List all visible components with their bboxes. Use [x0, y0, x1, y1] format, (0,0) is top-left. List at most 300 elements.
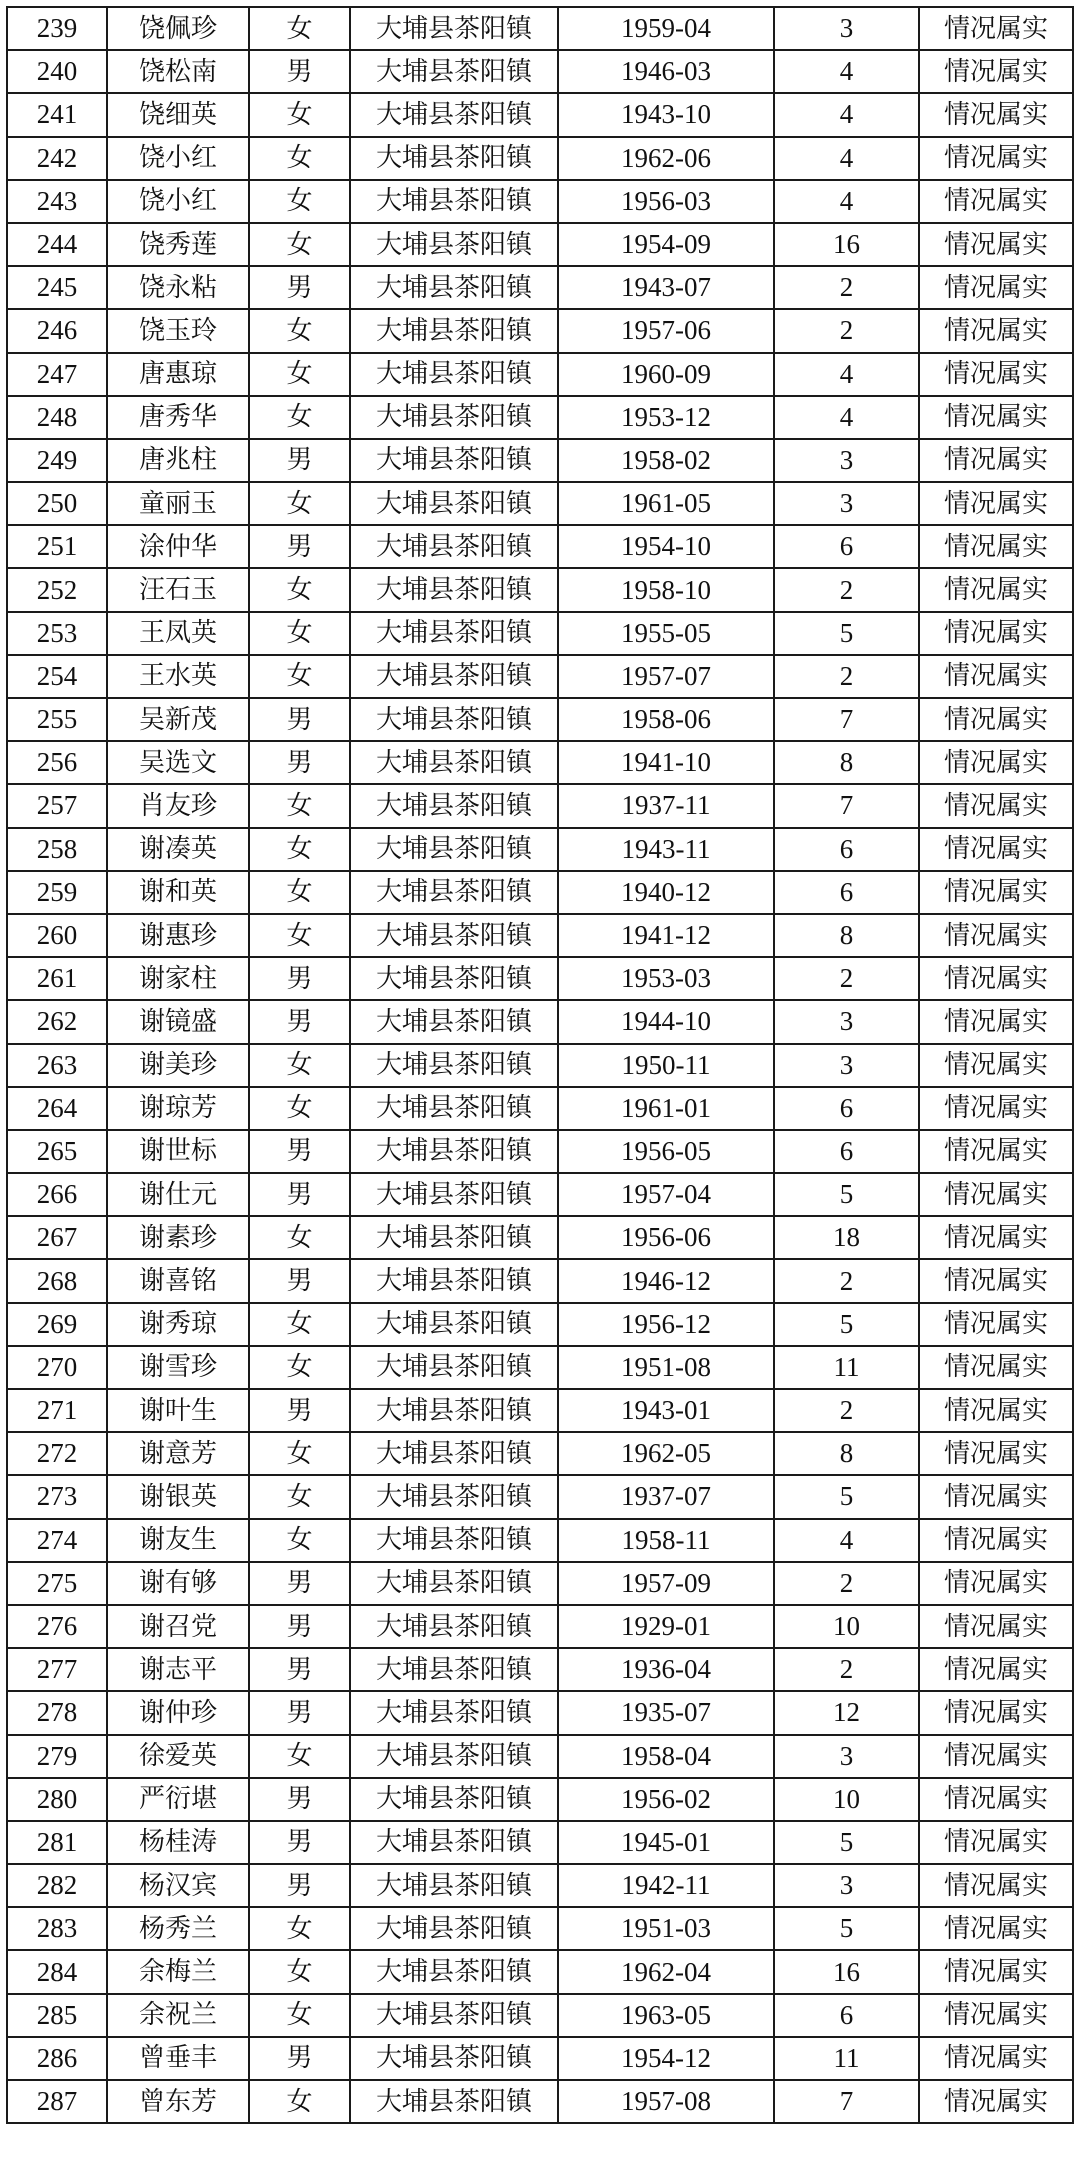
count-cell: 2 [774, 568, 919, 611]
address-cell: 大埔县茶阳镇 [350, 655, 558, 698]
status-cell: 情况属实 [919, 482, 1073, 525]
birth-date-cell: 1956-05 [558, 1130, 774, 1173]
status-cell: 情况属实 [919, 266, 1073, 309]
address-cell: 大埔县茶阳镇 [350, 1087, 558, 1130]
address-cell: 大埔县茶阳镇 [350, 914, 558, 957]
table-row [7, 2037, 1073, 2080]
row-number-cell: 253 [7, 612, 107, 655]
row-number-cell: 286 [7, 2037, 107, 2080]
status-cell: 情况属实 [919, 655, 1073, 698]
address-cell: 大埔县茶阳镇 [350, 1691, 558, 1734]
gender-cell: 女 [249, 223, 350, 266]
birth-date-cell: 1951-08 [558, 1346, 774, 1389]
count-cell: 3 [774, 1044, 919, 1087]
table-row [7, 1950, 1073, 1993]
address-cell: 大埔县茶阳镇 [350, 1778, 558, 1821]
row-number-cell: 284 [7, 1950, 107, 1993]
birth-date-cell: 1961-01 [558, 1087, 774, 1130]
row-number-cell: 249 [7, 439, 107, 482]
gender-cell: 女 [249, 784, 350, 827]
name-cell: 饶佩珍 [107, 7, 249, 50]
table-row [7, 612, 1073, 655]
count-cell: 11 [774, 2037, 919, 2080]
name-cell: 谢银英 [107, 1475, 249, 1518]
status-cell: 情况属实 [919, 50, 1073, 93]
status-cell: 情况属实 [919, 698, 1073, 741]
row-number-cell: 265 [7, 1130, 107, 1173]
address-cell: 大埔县茶阳镇 [350, 309, 558, 352]
row-number-cell: 242 [7, 137, 107, 180]
row-number-cell: 247 [7, 353, 107, 396]
name-cell: 谢美珍 [107, 1044, 249, 1087]
address-cell: 大埔县茶阳镇 [350, 1605, 558, 1648]
count-cell: 4 [774, 353, 919, 396]
table-row [7, 482, 1073, 525]
address-cell: 大埔县茶阳镇 [350, 50, 558, 93]
address-cell: 大埔县茶阳镇 [350, 1259, 558, 1302]
address-cell: 大埔县茶阳镇 [350, 1821, 558, 1864]
birth-date-cell: 1935-07 [558, 1691, 774, 1734]
address-cell: 大埔县茶阳镇 [350, 1432, 558, 1475]
birth-date-cell: 1950-11 [558, 1044, 774, 1087]
address-cell: 大埔县茶阳镇 [350, 784, 558, 827]
count-cell: 7 [774, 698, 919, 741]
count-cell: 4 [774, 1519, 919, 1562]
row-number-cell: 251 [7, 525, 107, 568]
birth-date-cell: 1962-05 [558, 1432, 774, 1475]
status-cell: 情况属实 [919, 1950, 1073, 1993]
table-row [7, 439, 1073, 482]
birth-date-cell: 1943-10 [558, 93, 774, 136]
count-cell: 2 [774, 266, 919, 309]
status-cell: 情况属实 [919, 1691, 1073, 1734]
gender-cell: 男 [249, 266, 350, 309]
name-cell: 唐秀华 [107, 396, 249, 439]
address-cell: 大埔县茶阳镇 [350, 1000, 558, 1043]
name-cell: 杨桂涛 [107, 1821, 249, 1864]
count-cell: 8 [774, 741, 919, 784]
address-cell: 大埔县茶阳镇 [350, 741, 558, 784]
address-cell: 大埔县茶阳镇 [350, 137, 558, 180]
name-cell: 谢叶生 [107, 1389, 249, 1432]
count-cell: 16 [774, 223, 919, 266]
count-cell: 5 [774, 1173, 919, 1216]
birth-date-cell: 1957-04 [558, 1173, 774, 1216]
status-cell: 情况属实 [919, 1864, 1073, 1907]
birth-date-cell: 1962-06 [558, 137, 774, 180]
gender-cell: 女 [249, 1087, 350, 1130]
address-cell: 大埔县茶阳镇 [350, 871, 558, 914]
name-cell: 吴选文 [107, 741, 249, 784]
birth-date-cell: 1951-03 [558, 1907, 774, 1950]
gender-cell: 女 [249, 2080, 350, 2123]
birth-date-cell: 1953-03 [558, 957, 774, 1000]
table-row [7, 1044, 1073, 1087]
table-row [7, 353, 1073, 396]
gender-cell: 男 [249, 957, 350, 1000]
gender-cell: 女 [249, 1044, 350, 1087]
birth-date-cell: 1941-12 [558, 914, 774, 957]
gender-cell: 男 [249, 2037, 350, 2080]
name-cell: 徐爱英 [107, 1735, 249, 1778]
address-cell: 大埔县茶阳镇 [350, 93, 558, 136]
address-cell: 大埔县茶阳镇 [350, 439, 558, 482]
status-cell: 情况属实 [919, 439, 1073, 482]
name-cell: 杨汉宾 [107, 1864, 249, 1907]
table-row [7, 1864, 1073, 1907]
row-number-cell: 275 [7, 1562, 107, 1605]
row-number-cell: 257 [7, 784, 107, 827]
table-row [7, 1000, 1073, 1043]
address-cell: 大埔县茶阳镇 [350, 7, 558, 50]
status-cell: 情况属实 [919, 7, 1073, 50]
count-cell: 8 [774, 1432, 919, 1475]
gender-cell: 男 [249, 525, 350, 568]
count-cell: 6 [774, 1130, 919, 1173]
status-cell: 情况属实 [919, 1044, 1073, 1087]
gender-cell: 女 [249, 1994, 350, 2037]
address-cell: 大埔县茶阳镇 [350, 2080, 558, 2123]
name-cell: 唐惠琼 [107, 353, 249, 396]
row-number-cell: 269 [7, 1303, 107, 1346]
status-cell: 情况属实 [919, 1821, 1073, 1864]
table-row [7, 93, 1073, 136]
count-cell: 2 [774, 957, 919, 1000]
name-cell: 谢仲珍 [107, 1691, 249, 1734]
count-cell: 4 [774, 137, 919, 180]
count-cell: 3 [774, 482, 919, 525]
name-cell: 谢素珍 [107, 1216, 249, 1259]
gender-cell: 女 [249, 7, 350, 50]
gender-cell: 女 [249, 655, 350, 698]
row-number-cell: 281 [7, 1821, 107, 1864]
name-cell: 谢和英 [107, 871, 249, 914]
row-number-cell: 256 [7, 741, 107, 784]
status-cell: 情况属实 [919, 137, 1073, 180]
name-cell: 肖友珍 [107, 784, 249, 827]
name-cell: 饶小红 [107, 180, 249, 223]
table-row [7, 828, 1073, 871]
table-row [7, 1216, 1073, 1259]
name-cell: 涂仲华 [107, 525, 249, 568]
row-number-cell: 271 [7, 1389, 107, 1432]
birth-date-cell: 1937-11 [558, 784, 774, 827]
count-cell: 3 [774, 1735, 919, 1778]
name-cell: 谢惠珍 [107, 914, 249, 957]
name-cell: 吴新茂 [107, 698, 249, 741]
birth-date-cell: 1958-10 [558, 568, 774, 611]
birth-date-cell: 1944-10 [558, 1000, 774, 1043]
count-cell: 2 [774, 1562, 919, 1605]
birth-date-cell: 1941-10 [558, 741, 774, 784]
row-number-cell: 263 [7, 1044, 107, 1087]
count-cell: 5 [774, 612, 919, 655]
name-cell: 谢雪珍 [107, 1346, 249, 1389]
status-cell: 情况属实 [919, 1087, 1073, 1130]
table-row [7, 914, 1073, 957]
count-cell: 2 [774, 1648, 919, 1691]
address-cell: 大埔县茶阳镇 [350, 223, 558, 266]
count-cell: 4 [774, 396, 919, 439]
row-number-cell: 246 [7, 309, 107, 352]
address-cell: 大埔县茶阳镇 [350, 1735, 558, 1778]
status-cell: 情况属实 [919, 871, 1073, 914]
status-cell: 情况属实 [919, 957, 1073, 1000]
row-number-cell: 260 [7, 914, 107, 957]
count-cell: 18 [774, 1216, 919, 1259]
gender-cell: 女 [249, 1346, 350, 1389]
name-cell: 饶松南 [107, 50, 249, 93]
name-cell: 曾垂丰 [107, 2037, 249, 2080]
table-row [7, 568, 1073, 611]
gender-cell: 男 [249, 1864, 350, 1907]
row-number-cell: 244 [7, 223, 107, 266]
status-cell: 情况属实 [919, 1648, 1073, 1691]
status-cell: 情况属实 [919, 1303, 1073, 1346]
address-cell: 大埔县茶阳镇 [350, 1864, 558, 1907]
address-cell: 大埔县茶阳镇 [350, 1648, 558, 1691]
table-row [7, 1432, 1073, 1475]
status-cell: 情况属实 [919, 1735, 1073, 1778]
birth-date-cell: 1954-12 [558, 2037, 774, 2080]
address-cell: 大埔县茶阳镇 [350, 957, 558, 1000]
name-cell: 王水英 [107, 655, 249, 698]
address-cell: 大埔县茶阳镇 [350, 1216, 558, 1259]
gender-cell: 男 [249, 1173, 350, 1216]
count-cell: 5 [774, 1821, 919, 1864]
status-cell: 情况属实 [919, 741, 1073, 784]
table-row [7, 655, 1073, 698]
row-number-cell: 282 [7, 1864, 107, 1907]
address-cell: 大埔县茶阳镇 [350, 1519, 558, 1562]
birth-date-cell: 1956-03 [558, 180, 774, 223]
birth-date-cell: 1946-12 [558, 1259, 774, 1302]
address-cell: 大埔县茶阳镇 [350, 1173, 558, 1216]
gender-cell: 女 [249, 180, 350, 223]
birth-date-cell: 1958-02 [558, 439, 774, 482]
count-cell: 4 [774, 50, 919, 93]
status-cell: 情况属实 [919, 353, 1073, 396]
gender-cell: 女 [249, 871, 350, 914]
gender-cell: 女 [249, 93, 350, 136]
table-row [7, 1475, 1073, 1518]
gender-cell: 男 [249, 741, 350, 784]
birth-date-cell: 1937-07 [558, 1475, 774, 1518]
name-cell: 谢志平 [107, 1648, 249, 1691]
birth-date-cell: 1959-04 [558, 7, 774, 50]
name-cell: 饶细英 [107, 93, 249, 136]
status-cell: 情况属实 [919, 396, 1073, 439]
row-number-cell: 277 [7, 1648, 107, 1691]
table-row [7, 784, 1073, 827]
count-cell: 5 [774, 1303, 919, 1346]
status-cell: 情况属实 [919, 309, 1073, 352]
gender-cell: 女 [249, 1519, 350, 1562]
name-cell: 唐兆柱 [107, 439, 249, 482]
row-number-cell: 258 [7, 828, 107, 871]
address-cell: 大埔县茶阳镇 [350, 525, 558, 568]
row-number-cell: 285 [7, 1994, 107, 2037]
row-number-cell: 264 [7, 1087, 107, 1130]
address-cell: 大埔县茶阳镇 [350, 266, 558, 309]
table-row [7, 1130, 1073, 1173]
count-cell: 16 [774, 1950, 919, 1993]
birth-date-cell: 1962-04 [558, 1950, 774, 1993]
gender-cell: 男 [249, 1778, 350, 1821]
status-cell: 情况属实 [919, 1130, 1073, 1173]
row-number-cell: 270 [7, 1346, 107, 1389]
status-cell: 情况属实 [919, 2037, 1073, 2080]
count-cell: 3 [774, 1000, 919, 1043]
table-row [7, 1087, 1073, 1130]
row-number-cell: 272 [7, 1432, 107, 1475]
table-row [7, 50, 1073, 93]
name-cell: 童丽玉 [107, 482, 249, 525]
count-cell: 5 [774, 1475, 919, 1518]
status-cell: 情况属实 [919, 1994, 1073, 2037]
row-number-cell: 268 [7, 1259, 107, 1302]
name-cell: 杨秀兰 [107, 1907, 249, 1950]
table-row [7, 1173, 1073, 1216]
roster-table-body [7, 7, 1073, 2123]
name-cell: 谢仕元 [107, 1173, 249, 1216]
count-cell: 2 [774, 1389, 919, 1432]
table-row [7, 1907, 1073, 1950]
status-cell: 情况属实 [919, 1778, 1073, 1821]
gender-cell: 男 [249, 698, 350, 741]
table-row [7, 223, 1073, 266]
gender-cell: 男 [249, 1605, 350, 1648]
name-cell: 谢友生 [107, 1519, 249, 1562]
gender-cell: 女 [249, 1303, 350, 1346]
count-cell: 6 [774, 1994, 919, 2037]
table-row [7, 266, 1073, 309]
status-cell: 情况属实 [919, 612, 1073, 655]
status-cell: 情况属实 [919, 1000, 1073, 1043]
status-cell: 情况属实 [919, 1907, 1073, 1950]
gender-cell: 男 [249, 50, 350, 93]
row-number-cell: 259 [7, 871, 107, 914]
status-cell: 情况属实 [919, 1173, 1073, 1216]
gender-cell: 女 [249, 1432, 350, 1475]
row-number-cell: 266 [7, 1173, 107, 1216]
table-row [7, 7, 1073, 50]
gender-cell: 男 [249, 1691, 350, 1734]
name-cell: 严衍堪 [107, 1778, 249, 1821]
address-cell: 大埔县茶阳镇 [350, 1562, 558, 1605]
birth-date-cell: 1954-10 [558, 525, 774, 568]
name-cell: 饶永粘 [107, 266, 249, 309]
gender-cell: 男 [249, 1389, 350, 1432]
address-cell: 大埔县茶阳镇 [350, 2037, 558, 2080]
gender-cell: 男 [249, 439, 350, 482]
address-cell: 大埔县茶阳镇 [350, 1994, 558, 2037]
address-cell: 大埔县茶阳镇 [350, 1907, 558, 1950]
status-cell: 情况属实 [919, 1605, 1073, 1648]
table-row [7, 1389, 1073, 1432]
row-number-cell: 241 [7, 93, 107, 136]
status-cell: 情况属实 [919, 784, 1073, 827]
birth-date-cell: 1943-01 [558, 1389, 774, 1432]
status-cell: 情况属实 [919, 1259, 1073, 1302]
table-row [7, 1346, 1073, 1389]
gender-cell: 男 [249, 1821, 350, 1864]
row-number-cell: 262 [7, 1000, 107, 1043]
gender-cell: 女 [249, 1950, 350, 1993]
address-cell: 大埔县茶阳镇 [350, 1346, 558, 1389]
row-number-cell: 261 [7, 957, 107, 1000]
row-number-cell: 278 [7, 1691, 107, 1734]
name-cell: 汪石玉 [107, 568, 249, 611]
gender-cell: 女 [249, 914, 350, 957]
birth-date-cell: 1956-12 [558, 1303, 774, 1346]
table-row [7, 1259, 1073, 1302]
birth-date-cell: 1958-11 [558, 1519, 774, 1562]
address-cell: 大埔县茶阳镇 [350, 698, 558, 741]
birth-date-cell: 1954-09 [558, 223, 774, 266]
row-number-cell: 240 [7, 50, 107, 93]
birth-date-cell: 1957-09 [558, 1562, 774, 1605]
status-cell: 情况属实 [919, 1346, 1073, 1389]
birth-date-cell: 1929-01 [558, 1605, 774, 1648]
table-row [7, 137, 1073, 180]
birth-date-cell: 1936-04 [558, 1648, 774, 1691]
table-row [7, 1994, 1073, 2037]
status-cell: 情况属实 [919, 1389, 1073, 1432]
status-cell: 情况属实 [919, 1475, 1073, 1518]
name-cell: 谢琼芳 [107, 1087, 249, 1130]
count-cell: 6 [774, 525, 919, 568]
table-row [7, 1303, 1073, 1346]
name-cell: 余祝兰 [107, 1994, 249, 2037]
address-cell: 大埔县茶阳镇 [350, 1130, 558, 1173]
status-cell: 情况属实 [919, 2080, 1073, 2123]
row-number-cell: 248 [7, 396, 107, 439]
birth-date-cell: 1953-12 [558, 396, 774, 439]
table-row [7, 396, 1073, 439]
table-row [7, 525, 1073, 568]
status-cell: 情况属实 [919, 568, 1073, 611]
count-cell: 11 [774, 1346, 919, 1389]
address-cell: 大埔县茶阳镇 [350, 568, 558, 611]
row-number-cell: 250 [7, 482, 107, 525]
status-cell: 情况属实 [919, 1432, 1073, 1475]
row-number-cell: 273 [7, 1475, 107, 1518]
row-number-cell: 279 [7, 1735, 107, 1778]
address-cell: 大埔县茶阳镇 [350, 1303, 558, 1346]
count-cell: 12 [774, 1691, 919, 1734]
count-cell: 7 [774, 784, 919, 827]
name-cell: 饶玉玲 [107, 309, 249, 352]
name-cell: 曾东芳 [107, 2080, 249, 2123]
row-number-cell: 252 [7, 568, 107, 611]
status-cell: 情况属实 [919, 914, 1073, 957]
gender-cell: 女 [249, 137, 350, 180]
birth-date-cell: 1945-01 [558, 1821, 774, 1864]
gender-cell: 女 [249, 309, 350, 352]
status-cell: 情况属实 [919, 223, 1073, 266]
table-row [7, 1778, 1073, 1821]
address-cell: 大埔县茶阳镇 [350, 828, 558, 871]
name-cell: 谢喜铭 [107, 1259, 249, 1302]
count-cell: 2 [774, 1259, 919, 1302]
gender-cell: 女 [249, 482, 350, 525]
name-cell: 谢意芳 [107, 1432, 249, 1475]
count-cell: 3 [774, 7, 919, 50]
address-cell: 大埔县茶阳镇 [350, 1950, 558, 1993]
gender-cell: 女 [249, 1735, 350, 1778]
address-cell: 大埔县茶阳镇 [350, 1475, 558, 1518]
